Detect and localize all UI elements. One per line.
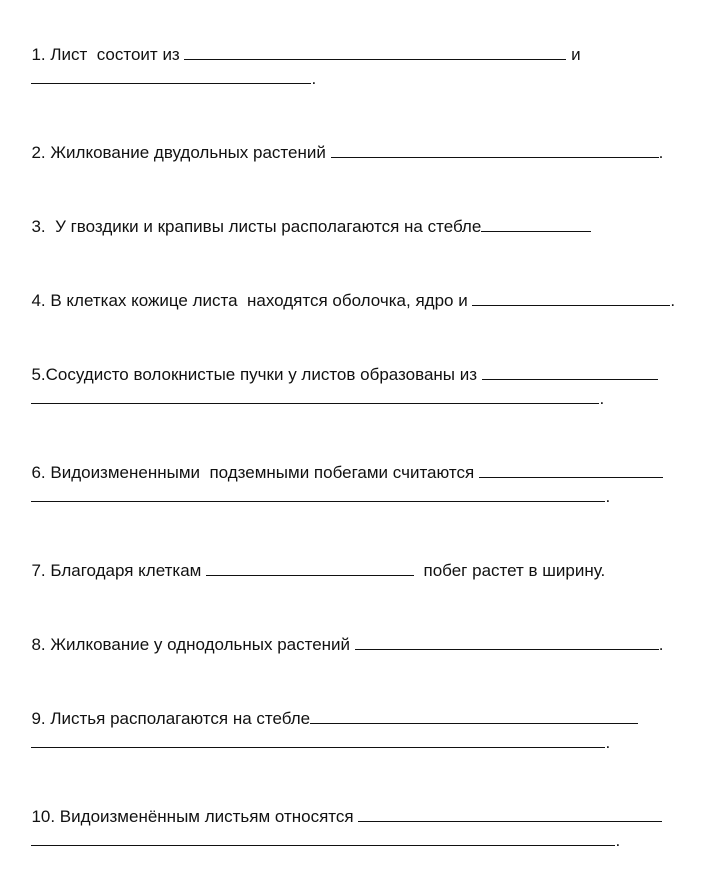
question-6-end: . xyxy=(605,487,611,506)
question-10-line-1 xyxy=(22,786,662,826)
question-6-text: 6. Видоизмененными подземными побегами считаются xyxy=(31,463,479,482)
question-8-line-1 xyxy=(22,614,664,654)
question-2-end: . xyxy=(658,143,664,162)
question-1-line-2 xyxy=(22,48,317,88)
question-10-text: 10. Видоизменённым листьям относятся xyxy=(31,807,359,826)
question-1-answer-blank-2[interactable] xyxy=(31,68,311,84)
question-4-end: . xyxy=(670,291,676,310)
question-10-answer-blank-2[interactable] xyxy=(31,830,615,846)
question-4-text: 4. В клетках кожице листа находятся оболочка, ядро и xyxy=(31,291,473,310)
question-9-line-1 xyxy=(22,688,638,728)
question-7-text: 7. Благодаря клеткам xyxy=(31,561,207,580)
question-2-answer-blank[interactable] xyxy=(331,142,659,158)
question-8-answer-blank[interactable] xyxy=(355,634,659,650)
question-3-answer-blank[interactable] xyxy=(481,216,591,232)
question-9-answer-blank-2[interactable] xyxy=(31,732,605,748)
question-2-line-1 xyxy=(22,122,664,162)
question-9-end: . xyxy=(605,733,611,752)
question-5-line-2 xyxy=(22,368,605,408)
question-5-line-1 xyxy=(22,344,658,384)
question-8-text: 8. Жилкование у однодольных растений xyxy=(31,635,355,654)
question-4-answer-blank[interactable] xyxy=(472,290,670,306)
question-3-line-1 xyxy=(22,196,591,236)
question-6-line-1 xyxy=(22,442,663,482)
question-10-end: . xyxy=(615,831,621,850)
question-5-answer-blank-2[interactable] xyxy=(31,388,599,404)
question-5-text: 5.Сосудисто волокнистые пучки у листов образованы из xyxy=(31,365,482,384)
question-1-suffix: и xyxy=(566,45,581,64)
question-7-suffix: побег растет в ширину. xyxy=(414,561,606,580)
question-1-line-1 xyxy=(22,24,581,64)
question-6-answer-blank-2[interactable] xyxy=(31,486,605,502)
question-7-answer-blank[interactable] xyxy=(206,560,414,576)
question-6-line-2 xyxy=(22,466,611,506)
question-2-text: 2. Жилкование двудольных растений xyxy=(31,143,331,162)
question-5-end: . xyxy=(599,389,605,408)
question-10-line-2 xyxy=(22,810,621,850)
question-9-text: 9. Листья располагаются на стебле xyxy=(31,709,311,728)
question-7-line-1 xyxy=(22,540,606,580)
question-8-end: . xyxy=(658,635,664,654)
question-3-text: 3. У гвоздики и крапивы листы располагаются на стебле xyxy=(31,217,482,236)
question-1-end: . xyxy=(311,69,317,88)
question-9-line-2 xyxy=(22,712,611,752)
question-4-line-1 xyxy=(22,270,676,310)
question-1-text: 1. Лист состоит из xyxy=(31,45,185,64)
